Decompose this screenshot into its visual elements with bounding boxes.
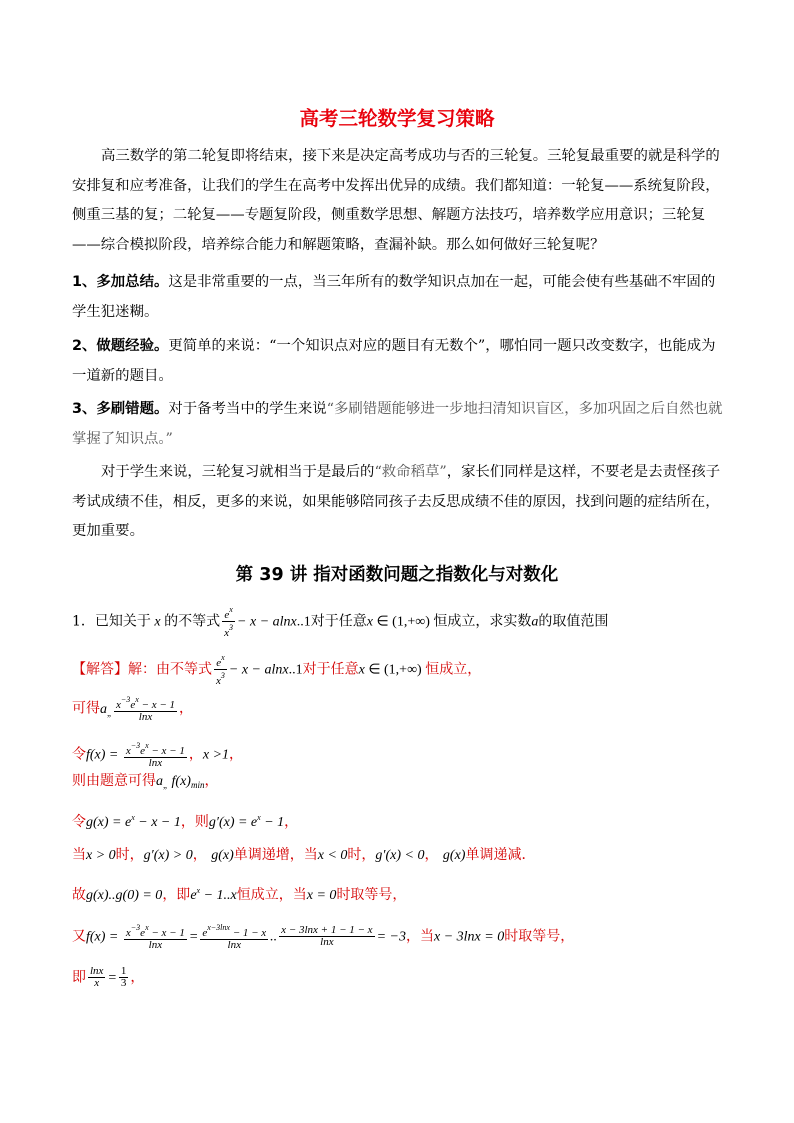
tip-3 bbox=[72, 395, 724, 454]
answer-text: ，当 bbox=[405, 928, 434, 945]
closing-text-c: ，家长们同样是这样，不要老是去责怪孩子考试成绩不佳，相反，更多的来说，如果能够陪同孩子去反思成绩不佳的原因，找到问题的症结所在，更加重要。 bbox=[72, 464, 721, 539]
fraction: $\frac{x^{-3}e^x - x - 1}{\ln x}$ bbox=[116, 695, 175, 723]
answer-line-8: 又f(x) = $\frac{x^{-3}e^x - x - 1}{\ln x}$ = $\frac{e^{x-3lnx} - 1 - x}{\ln x}$ .. $\frac{x - 3\ln x + 1 - 1 - x}{\ln x}$ = −3，当x − 3lnx = 0时取等号， bbox=[72, 923, 575, 951]
tip-2 bbox=[72, 332, 724, 391]
tip-2-label: 2、做题经验。 bbox=[72, 338, 169, 354]
intro-paragraph: 高三数学的第二轮复即将结束，接下来是决定高考成功与否的三轮复。三轮复最重要的就是科学的安排复和应考准备，让我们的学生在高考中发挥出优异的成绩。我们都知道：一轮复——系统复阶段，侧重三基的复；二轮复——专题复阶段，侧重数学思想、解题方法技巧，培养数学应用意识；三轮复——综合模拟阶段，培养综合能力和解题策略，查漏补缺。那么如何做好三轮复呢？ bbox=[72, 148, 720, 253]
answer-text: 可得 bbox=[72, 700, 100, 717]
problem-text: 的取值范围 bbox=[538, 613, 609, 630]
closing-paragraph bbox=[72, 458, 724, 547]
answer-text: 对于任意 bbox=[302, 661, 359, 678]
answer-text: 时取等号， bbox=[336, 887, 407, 903]
answer-tag: 【解答】 bbox=[72, 661, 128, 678]
fraction: $\frac{\ln x}{x}$ bbox=[90, 965, 104, 989]
closing-text-a: 对于学生来说，三轮复习就相当于是最后的 bbox=[101, 464, 375, 480]
answer-text: 令 bbox=[72, 746, 86, 763]
answer-text: 时， bbox=[347, 847, 376, 863]
answer-line-3: 令f(x) = $\frac{x^{-3}e^x - x - 1}{\ln x}$ ，x >1， bbox=[72, 741, 244, 769]
answer-line-7: 故g(x)..g(0) = 0，即$e^x - 1..x$恒成立，当x = 0时取等号， bbox=[72, 886, 407, 903]
answer-line-1: 【解答】解：由不等式 $\frac{e^x}{x^3}$ − x − alnx..1对于任意x ∈ (1,+∞) 恒成立， bbox=[72, 653, 482, 687]
answer-line-6: 当x > 0时，g′(x) > 0， g(x)单调递增，当x < 0时，g′(x) < 0， g(x)单调递减． bbox=[72, 847, 536, 863]
tip-3-text: 对于备考当中的学生来说 bbox=[168, 401, 327, 417]
page-title: 高考三轮数学复习策略 bbox=[299, 107, 495, 130]
answer-text: 令 bbox=[72, 814, 86, 830]
tip-3-label: 3、多刷错题。 bbox=[72, 401, 169, 417]
tip-1-text: 这是非常重要的一点，当三年所有的数学知识点加在一起，可能会使有些基础不牢固的学生犯迷糊。 bbox=[72, 274, 716, 320]
tip-3-quote: “多刷错题能够进一步地扫清知识盲区，多加巩固之后自然也就掌握了知识点。” bbox=[72, 401, 723, 447]
fraction: $\frac{1}{3}$ bbox=[120, 965, 127, 989]
answer-text: 时取等号， bbox=[504, 928, 575, 945]
answer-text: 恒成立，当 bbox=[236, 887, 307, 903]
answer-text: 单调递增，当 bbox=[233, 847, 318, 863]
answer-text: 又 bbox=[72, 928, 86, 945]
answer-text: 时， bbox=[115, 847, 144, 863]
answer-line-9: 即 $\frac{\ln x}{x}$ = $\frac{1}{3}$ ， bbox=[72, 965, 145, 989]
problem-text: 1．已知关于 bbox=[72, 613, 151, 630]
answer-line-2: 可得$a_„$ $\frac{x^{-3}e^x - x - 1}{\ln x}$ ， bbox=[72, 695, 193, 723]
answer-line-5: 令$g(x) = e^x - x - 1$，则$g'(x) = e^x - 1$， bbox=[72, 813, 299, 830]
problem-statement: 1．已知关于 x 的不等式 $\frac{e^x}{x^3}$ − x − alnx..1对于任意x ∈ (1,+∞) 恒成立，求实数a的取值范围 bbox=[72, 605, 609, 639]
answer-text: 即 bbox=[72, 969, 86, 986]
answer-text: 则由题意可得 bbox=[72, 773, 156, 789]
tip-2-text: 更简单的来说：“一个知识点对应的题目有无数个”，哪怕同一题只改变数字，也能成为一道新的题目。 bbox=[72, 338, 716, 384]
answer-text: 当 bbox=[72, 847, 86, 863]
answer-text: 故 bbox=[72, 887, 86, 903]
problem-text: 对于任意 bbox=[310, 613, 367, 630]
fraction: $\frac{e^x}{x^3}$ bbox=[224, 605, 234, 639]
answer-line-4: 则由题意可得$a_„$ $f(x)_{min}$， bbox=[72, 773, 219, 790]
answer-text: ，则 bbox=[180, 814, 209, 830]
problem-text: 恒成立，求实数 bbox=[433, 613, 532, 630]
answer-text: 恒成立， bbox=[425, 661, 482, 678]
closing-quote: “救命稻草” bbox=[374, 464, 447, 480]
fraction: $\frac{e^x}{x^3}$ bbox=[216, 653, 225, 687]
answer-text: ，即 bbox=[162, 887, 191, 903]
tip-1 bbox=[72, 268, 724, 327]
answer-text: 解：由不等式 bbox=[128, 661, 212, 678]
fraction: $\frac{x - 3\ln x + 1 - 1 - x}{\ln x}$ bbox=[281, 924, 373, 948]
tip-1-label: 1、多加总结。 bbox=[72, 274, 169, 290]
fraction: $\frac{x^{-3}e^x - x - 1}{\ln x}$ bbox=[125, 741, 185, 769]
problem-text: 的不等式 bbox=[164, 613, 221, 630]
answer-text: 单调递减． bbox=[465, 847, 536, 863]
lesson-heading: 第 39 讲 指对函数问题之指数化与对数化 bbox=[235, 565, 559, 585]
fraction: $\frac{e^{x-3lnx} - 1 - x}{\ln x}$ bbox=[202, 923, 267, 951]
fraction: $\frac{x^{-3}e^x - x - 1}{\ln x}$ bbox=[125, 923, 185, 951]
